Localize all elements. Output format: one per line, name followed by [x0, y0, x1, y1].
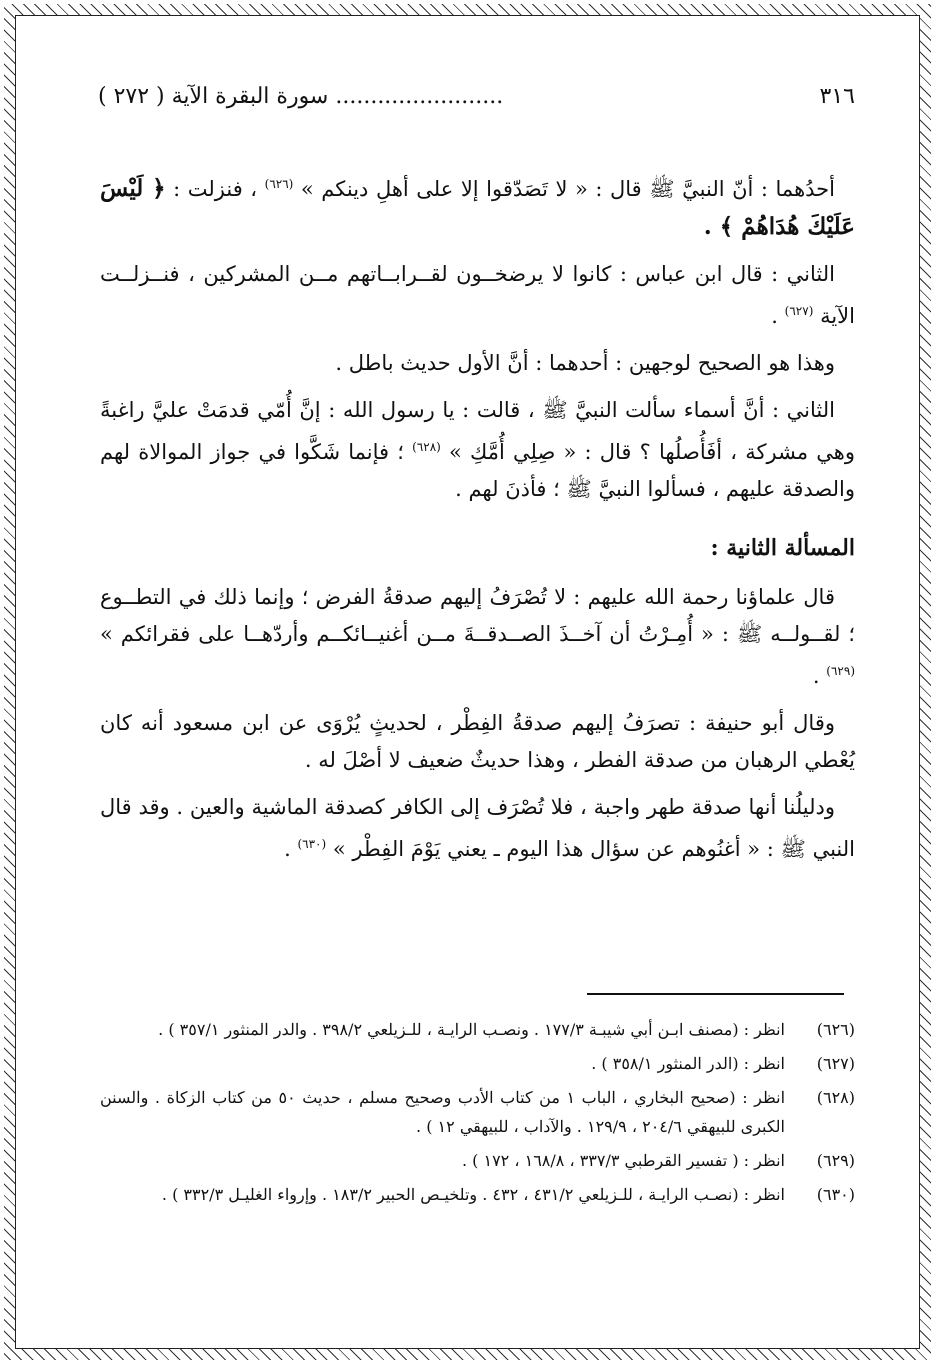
footnotes — [100, 1015, 855, 1214]
footnote-number: (٦٢٦) — [816, 1020, 855, 1039]
running-header — [98, 84, 855, 114]
paragraph-7 — [100, 789, 855, 868]
footnote-630 — [100, 1180, 855, 1209]
footnote-separator — [587, 993, 844, 995]
footnote-text: انظر : (الدر المنثور ٣٥٨/١ ) . — [591, 1054, 785, 1073]
footnote-number: (٦٢٨) — [816, 1088, 855, 1107]
paragraph-2 — [100, 256, 855, 335]
running-title: ........................ سورة البقرة الآية ( ٢٧٢ ) — [98, 84, 504, 109]
paragraph-5 — [100, 579, 855, 695]
footnote-ref-626[interactable]: (٦٢٦) — [264, 177, 294, 191]
footnote-text: انظر : (صحيح البخاري ، الباب ١ من كتاب الأدب وصحيح مسلم ، حديث ٥٠ من كتاب الزكاة . والسنن الكبرى للبيهقي ٢٠٤/٦ ، ١٢٩/٩ . والآداب ، للبيهقي ١٢ ) . — [100, 1088, 786, 1136]
paragraph-4-text: الثاني : أنَّ أسماء سألت النبيَّ ﷺ ، قالت : يا رسول الله : إنَّ أُمّي قدمَتْ عليَّ راغبةً وهي مشركة ، أفَأُصلُها ؟ قال : « صِلِي أُمَّكِ » — [100, 398, 855, 464]
section-title: المسألة الثانية : — [710, 535, 855, 561]
paragraph-4-tail: ؛ فإنما شَكَّوا في جواز الموالاة لهم والصدقة عليهم ، فسألوا النبيَّ ﷺ ؛ فأذنَ لهم . — [100, 440, 855, 501]
footnote-ref-627[interactable]: (٦٢٧) — [784, 304, 814, 318]
footnote-text: انظر : ( تفسير القرطبي ٣٣٧/٣ ، ١٦٨/٨ ، ١٧٢ ) . — [461, 1151, 785, 1170]
paragraph-2-tail: . — [771, 304, 778, 328]
footnote-text: انظر : (نصـب الرايـة ، للـزيلعي ٤٣١/٢ ، ٤٣٢ . وتلخيـص الحبير ١٨٣/٢ . وإرواء الغليـل ٣٣٢/٣ ) . — [161, 1185, 785, 1204]
footnote-ref-629[interactable]: (٦٢٩) — [826, 664, 855, 678]
paragraph-1 — [100, 166, 855, 246]
footnote-number: (٦٢٧) — [816, 1054, 855, 1073]
footnote-ref-630[interactable]: (٦٣٠) — [297, 837, 327, 851]
paragraph-1-text: أحدُهما : أنّ النبيَّ ﷺ قال : « لا تَصَدّقوا إلا على أهلِ دينكم » — [300, 177, 835, 201]
quran-verse: ﴿ لَيْسَ عَلَيْكَ هُدَاهُمْ ﴾ . — [100, 175, 855, 240]
paragraph-5-text: قال علماؤنا رحمة الله عليهم : لا تُصْرَفُ إليهم صدقةُ الفرض ؛ وإنما ذلك في التطــوع ؛ لقــولــه ﷺ : « أُمِـرْتُ أن آخــذَ الصــدقــةَ مــن أغنيــائكــم وأردّهــا على فقرائكم » — [100, 585, 855, 646]
footnote-629 — [100, 1146, 855, 1175]
footnote-number: (٦٢٩) — [816, 1151, 855, 1170]
footnote-ref-628[interactable]: (٦٢٨) — [412, 440, 441, 454]
footnote-627 — [100, 1049, 855, 1078]
paragraph-7-text: ودليلُنا أنها صدقة طهر واجبة ، فلا تُصْرَف إلى الكافر كصدقة الماشية والعين . وقد قال النبي ﷺ : « أغنُوهم عن سؤال هذا اليوم ـ يعني يَوْمَ الفِطْر » — [100, 795, 855, 861]
paragraph-7-tail: . — [284, 837, 291, 861]
footnote-text: انظر : (مصنف ابـن أبي شيبـة ١٧٧/٣ . ونصـب الرايـة ، للـزيلعي ٣٩٨/٢ . والدر المنثور ٣٥٧/١ ) . — [158, 1020, 785, 1039]
main-text — [100, 166, 855, 878]
paragraph-5-tail: . — [812, 664, 820, 688]
footnote-626 — [100, 1015, 855, 1044]
paragraph-4 — [100, 392, 855, 508]
paragraph-1-tail: ، فنزلت : — [173, 177, 258, 201]
paragraph-2-text: الثاني : قال ابن عباس : كانوا لا يرضخــون لقــرابــاتهم مــن المشركين ، فنــزلــت الآية — [100, 262, 855, 328]
paragraph-6: وقال أبو حنيفة : تصرَفُ إليهم صدقةُ الفِطْر ، لحديثٍ يُرْوَى عن ابن مسعود أنه كان يُعْطي الرهبان من صدقة الفطر ، وهذا حديثٌ ضعيف لا أصْلَ له . — [100, 711, 855, 772]
page-number: ٣١٦ — [819, 84, 855, 109]
footnote-number: (٦٣٠) — [816, 1185, 855, 1204]
paragraph-3: وهذا هو الصحيح لوجهين : أحدهما : أنَّ الأول حديث باطل . — [335, 351, 835, 375]
footnote-628 — [100, 1083, 855, 1141]
